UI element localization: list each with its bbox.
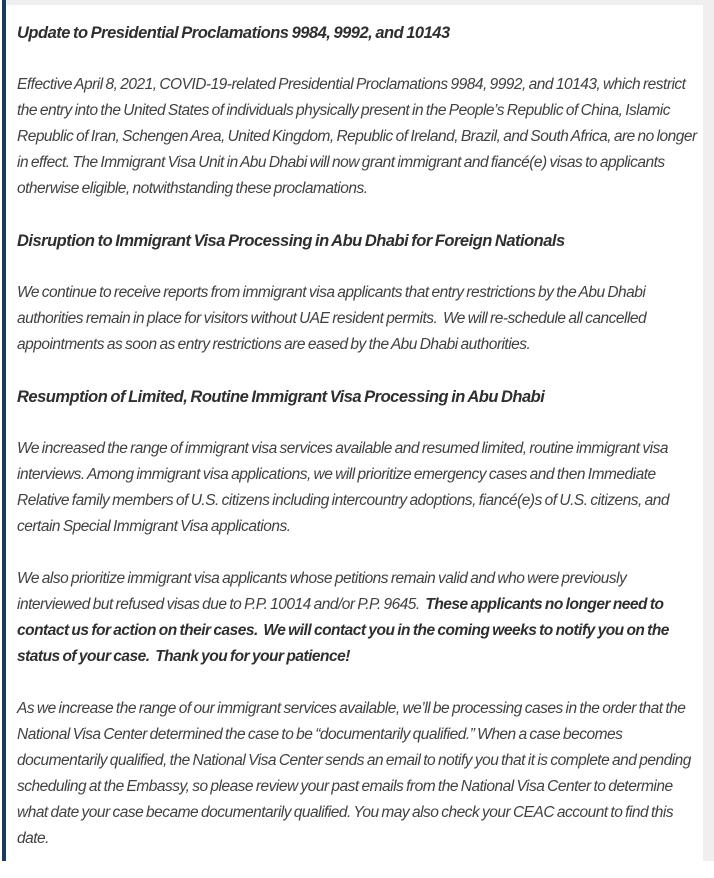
paragraph-documentarily-qualified: As we increase the range of our immigrant services available, we’ll be processing cases in the order that the National Visa Center determined the case to be “documentarily qualified.” When a case becomes documentarily qualified, the National Visa Center sends an email to notify you that it is complete and pending scheduling at the Embassy, so please review your past emails from the National Visa Center to determine what date your case became documentarily qualified. You may also check your CEAC account to find this date.: [17, 700, 694, 847]
heading-disruption-processing: Disruption to Immigrant Visa Processing in Abu Dhabi for Foreign Nationals: [17, 232, 565, 250]
heading-resumption-processing: Resumption of Limited, Routine Immigrant Visa Processing in Abu Dhabi: [17, 388, 545, 406]
paragraph-prioritize-refused-normal: We also prioritize immigrant visa applicants whose petitions remain valid and who were previously interviewed but refused visas due to P.P. 10014 and/or P.P. 9645.: [17, 570, 630, 613]
page-background-right-strip: [703, 0, 714, 861]
paragraph-resumed-services: We increased the range of immigrant visa services available and resumed limited, routine immigrant visa interviews. Among immigrant visa applications, we will prioritize emergency cases and then Immediate Relative family members of U.S. citizens including intercountry adoptions, fiancé(e)s of U.S. citizens, and certain Special Immigrant Visa applications.: [17, 440, 672, 535]
paragraph-prioritize-refused-bold: These applicants no longer need to contact us for action on their cases. We will contact you in the coming weeks to notify you on the status of your case. Thank you for your patience!: [17, 596, 672, 665]
paragraph-entry-restrictions: We continue to receive reports from immigrant visa applicants that entry restrictions by the Abu Dhabi authorities remain in place for visitors without UAE resident permits. We will re-schedule all cancelled appointments as soon as entry restrictions are eased by the Abu Dhabi authorities.: [17, 284, 649, 353]
visa-notice-block: [6, 5, 703, 878]
paragraph-proclamations-effective: Effective April 8, 2021, COVID-19-related Presidential Proclamations 9984, 9992, and 10143, which restrict the entry into the United States of individuals physically present in the People’s Republic of China, Islamic Republic of Iran, Schengen Area, United Kingdom, Republic of Ireland, Brazil, and South Africa, are no longer in effect. The Immigrant Visa Unit in Abu Dhabi will now grant immigrant and fiancé(e) visas to applicants otherwise eligible, notwithstanding these proclamations.: [17, 76, 700, 197]
paragraph-prioritize-refused: [17, 566, 697, 670]
heading-update-proclamations: Update to Presidential Proclamations 9984, 9992, and 10143: [17, 24, 450, 42]
